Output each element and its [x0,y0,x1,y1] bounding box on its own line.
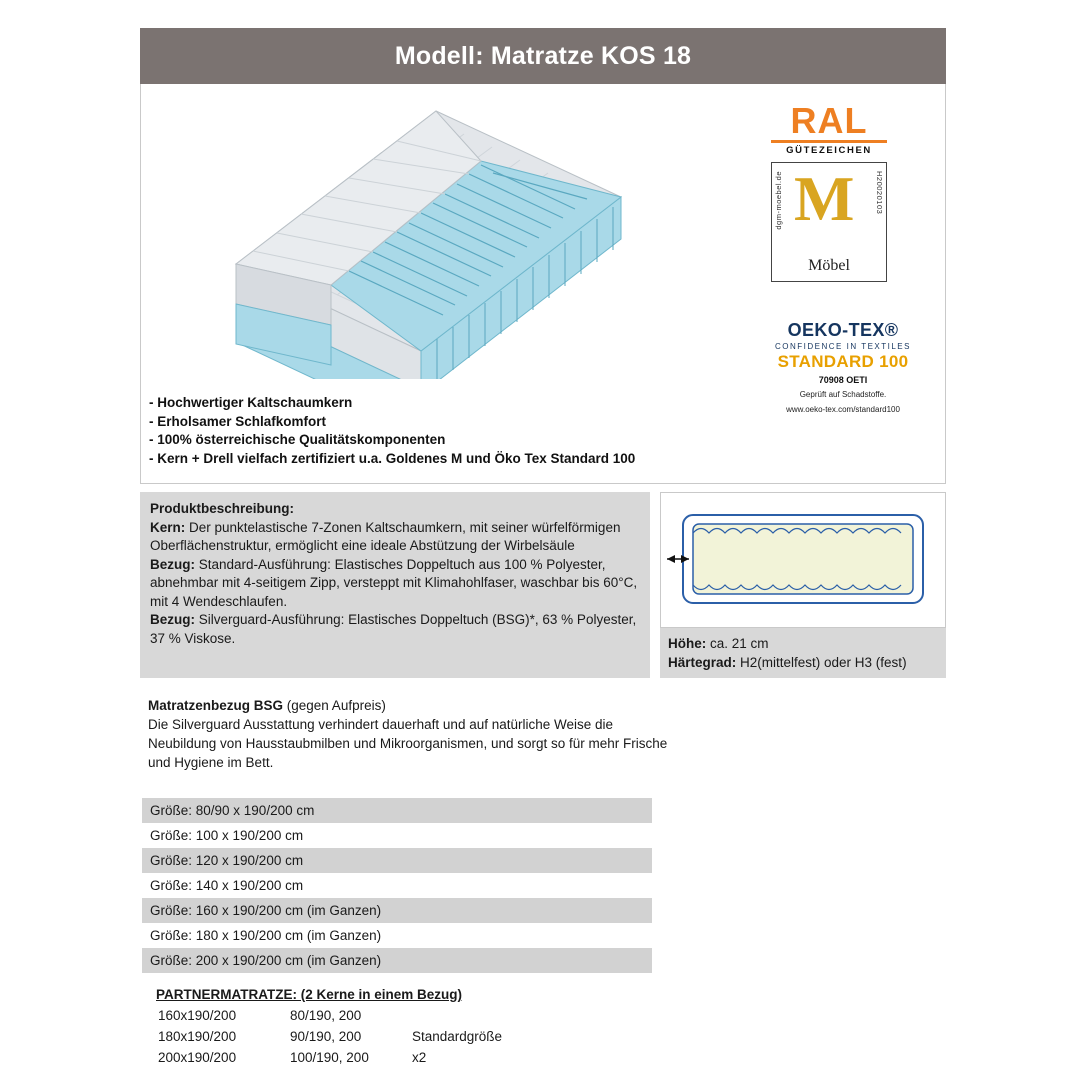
oeko-tex-url: www.oeko-tex.com/standard100 [786,405,900,414]
feature-bullet: - 100% österreichische Qualitätskomponenten [149,432,446,447]
list-item[interactable]: Größe: 200 x 190/200 cm (im Ganzen) [142,948,652,973]
cross-section-column [660,492,946,678]
product-sheet [140,28,946,1068]
ral-logo [771,102,887,156]
product-description [140,492,650,678]
mattress-svg [181,89,651,379]
table-row: 180x190/200 [158,1029,237,1044]
list-item[interactable]: Größe: 180 x 190/200 cm (im Ganzen) [150,928,382,943]
mattress-illustration [181,89,651,379]
list-item[interactable]: Größe: 80/90 x 190/200 cm [142,798,652,823]
height-label: Höhe: [668,636,707,651]
feature-bullet: - Hochwertiger Kaltschaumkern [149,395,353,410]
oeko-tex-number: 70908 OETI [818,375,868,385]
partner-title: PARTNERMATRATZE: (2 Kerne in einem Bezug) [156,987,463,1002]
certification-logos [753,102,933,415]
oeko-tex-title: OEKO-TEX® [787,320,899,340]
list-item[interactable]: Größe: 160 x 190/200 cm (im Ganzen) [142,898,652,923]
cross-section-panel [660,492,946,628]
bsg-title: Matratzenbezug BSG [148,698,284,713]
cross-section-svg [661,493,945,627]
goldenes-m-right-text: H20020103 [875,171,884,215]
list-item[interactable]: Größe: 140 x 190/200 cm [150,878,304,893]
bsg-section [148,696,946,772]
list-item[interactable]: Größe: 120 x 190/200 cm [142,848,652,873]
table-row: x2 [412,1050,427,1065]
table-row: 80/190, 200 [290,1008,362,1023]
hardness-value: H2(mittelfest) oder H3 (fest) [736,655,907,670]
ral-logo-word: RAL [771,102,887,143]
description-row [140,492,946,678]
size-list [142,798,652,973]
partner-mattress-section [156,987,946,1068]
bezug-silverguard-text: Silverguard-Ausführung: Elastisches Doppeltuch (BSG)*, 63 % Polyester, 37 % Viskose. [150,612,637,646]
bsg-title-suffix: (gegen Aufpreis) [283,698,386,713]
kern-label: Kern: [150,519,186,535]
partner-table [158,1005,946,1068]
page-title: Modell: Matratze KOS 18 [394,41,692,70]
description-heading: Produktbeschreibung: [150,501,295,516]
goldenes-m-logo [771,162,887,282]
hardness-label: Härtegrad: [668,655,737,670]
oeko-tex-note: Geprüft auf Schadstoffe. [799,390,887,399]
oeko-tex-logo [753,320,933,415]
feature-bullet: - Kern + Drell vielfach zertifiziert u.a. Goldenes M und Öko Tex Standard 100 [149,450,636,466]
goldenes-m-letter: M [794,163,855,234]
list-item[interactable]: Größe: 100 x 190/200 cm [150,828,304,843]
table-row: 90/190, 200 [290,1029,362,1044]
bezug-standard-text: Standard-Ausführung: Elastisches Doppeltuch aus 100 % Polyester, abnehmbar mit 4-seitigem Zipp, versteppt mit Klimahohlfaser, waschbar bis 60°C, mit 4 Wendeschlaufen. [150,556,638,609]
goldenes-m-left-text: dgm-moebel.de [774,171,783,230]
bezug-standard-label: Bezug: [150,556,195,572]
feature-bullet: - Erholsamer Schlafkomfort [149,413,327,429]
height-value: ca. 21 cm [706,636,769,651]
goldenes-m-word: Möbel [808,257,850,274]
feature-bullets [149,394,635,468]
table-row: 200x190/200 [158,1050,237,1065]
hero-panel [140,84,946,484]
page-title-bar [140,28,946,84]
table-row: Standardgröße [412,1029,503,1044]
oeko-tex-subtitle: CONFIDENCE IN TEXTILES [775,342,911,351]
oeko-tex-standard: STANDARD 100 [777,352,909,371]
specs-box [660,628,946,678]
ral-logo-subtitle: GÜTEZEICHEN [786,145,872,156]
bsg-text: Die Silverguard Ausstattung verhindert dauerhaft und auf natürliche Weise die Neubildung von Hausstaubmilben und Mikroorganismen, und sorgt so für mehr Frische und Hygiene im Bett. [148,717,668,770]
table-row: 160x190/200 [158,1008,237,1023]
bezug-silverguard-label: Bezug: [150,612,195,627]
table-row: 100/190, 200 [290,1050,369,1065]
kern-text: Der punktelastische 7-Zonen Kaltschaumkern, mit seiner würfelförmigen Oberflächenstruktur, ermöglicht eine ideale Abstützung der Wirbelsäule [150,519,621,553]
table-row [412,1005,946,1026]
